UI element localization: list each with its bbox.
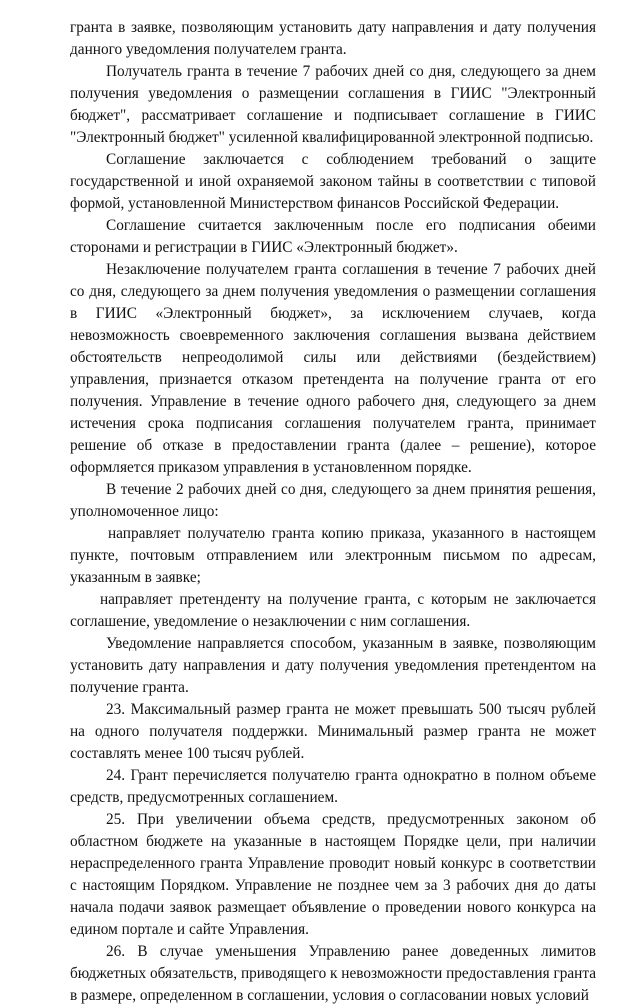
paragraph-notice-method: Уведомление направляется способом, указанным в заявке, позволяющим установить дату направления и дату получения уведомления претендентом на получение гранта. (70, 635, 596, 696)
paragraph-item-26: 26. В случае уменьшения Управлению ранее доведенных лимитов бюджетных обязательств, приводящего к невозможности предоставления гранта в размере, определенном в соглашении, условия о согласовании новых условий (70, 943, 597, 1004)
paragraph-authorized-person: В течение 2 рабочих дней со дня, следующего за днем принятия решения, уполномоченное лицо: (70, 481, 596, 520)
paragraph-item-25: 25. При увеличении объема средств, предусмотренных законом об областном бюджете на указанные в настоящем Порядке цели, при наличии нераспределенного гранта Управление проводит новый конкурс в соответствии с настоящим Порядком. Управление не позднее чем за 3 рабочих дня до даты начала подачи заявок размещает объявление о проведении нового конкурса на едином портале и сайте Управления. (70, 811, 596, 938)
list-item-send-notice: направляет претенденту на получение гранта, с которым не заключается соглашение, уведомление о незаключении с ним соглашения. (70, 591, 596, 630)
paragraph-continuation: гранта в заявке, позволяющим установить дату направления и дату получения данного уведомления получателем гранта. (70, 19, 596, 58)
list-item-send-copy: направляет получателю гранта копию приказа, указанного в настоящем пункте, почтовым отправлением или электронным письмом по адресам, указанным в заявке; (70, 525, 596, 586)
paragraph-item-23: 23. Максимальный размер гранта не может превышать 500 тысяч рублей на одного получателя поддержки. Минимальный размер гранта не может составлять менее 100 тысяч рублей. (70, 701, 596, 762)
paragraph-agreement-concluded: Соглашение считается заключенным после его подписания обеими сторонами и регистрации в ГИИС «Электронный бюджет». (70, 217, 596, 256)
paragraph-secrecy-requirements: Соглашение заключается с соблюдением требований о защите государственной и иной охраняемой законом тайны в соответствии с типовой формой, установленной Министерством финансов Российской Федерации. (70, 151, 596, 212)
paragraph-signing-terms: Получатель гранта в течение 7 рабочих дней со дня, следующего за днем получения уведомления о размещении соглашения в ГИИС "Электронный бюджет", рассматривает соглашение и подписывает соглашение в ГИИС "Электронный бюджет" усиленной квалифицированной электронной подписью. (70, 63, 596, 146)
paragraph-item-24: 24. Грант перечисляется получателю гранта однократно в полном объеме средств, предусмотренных соглашением. (70, 767, 596, 806)
paragraph-non-conclusion: Незаключение получателем гранта соглашения в течение 7 рабочих дней со дня, следующего за днем получения уведомления о размещении соглашения в ГИИС «Электронный бюджет», за исключением случаев, когда невозможность своевременного заключения соглашения вызвана действием обстоятельств непреодолимой силы или действиями (бездействием) управления, признается отказом претендента на получение гранта от его получения. Управление в течение одного рабочего дня, следующего за днем истечения срока подписания соглашения получателем гранта, принимает решение об отказе в предоставлении гранта (далее – решение), которое оформляется приказом управления в установленном порядке. (70, 261, 596, 476)
document-page (70, 17, 596, 1007)
